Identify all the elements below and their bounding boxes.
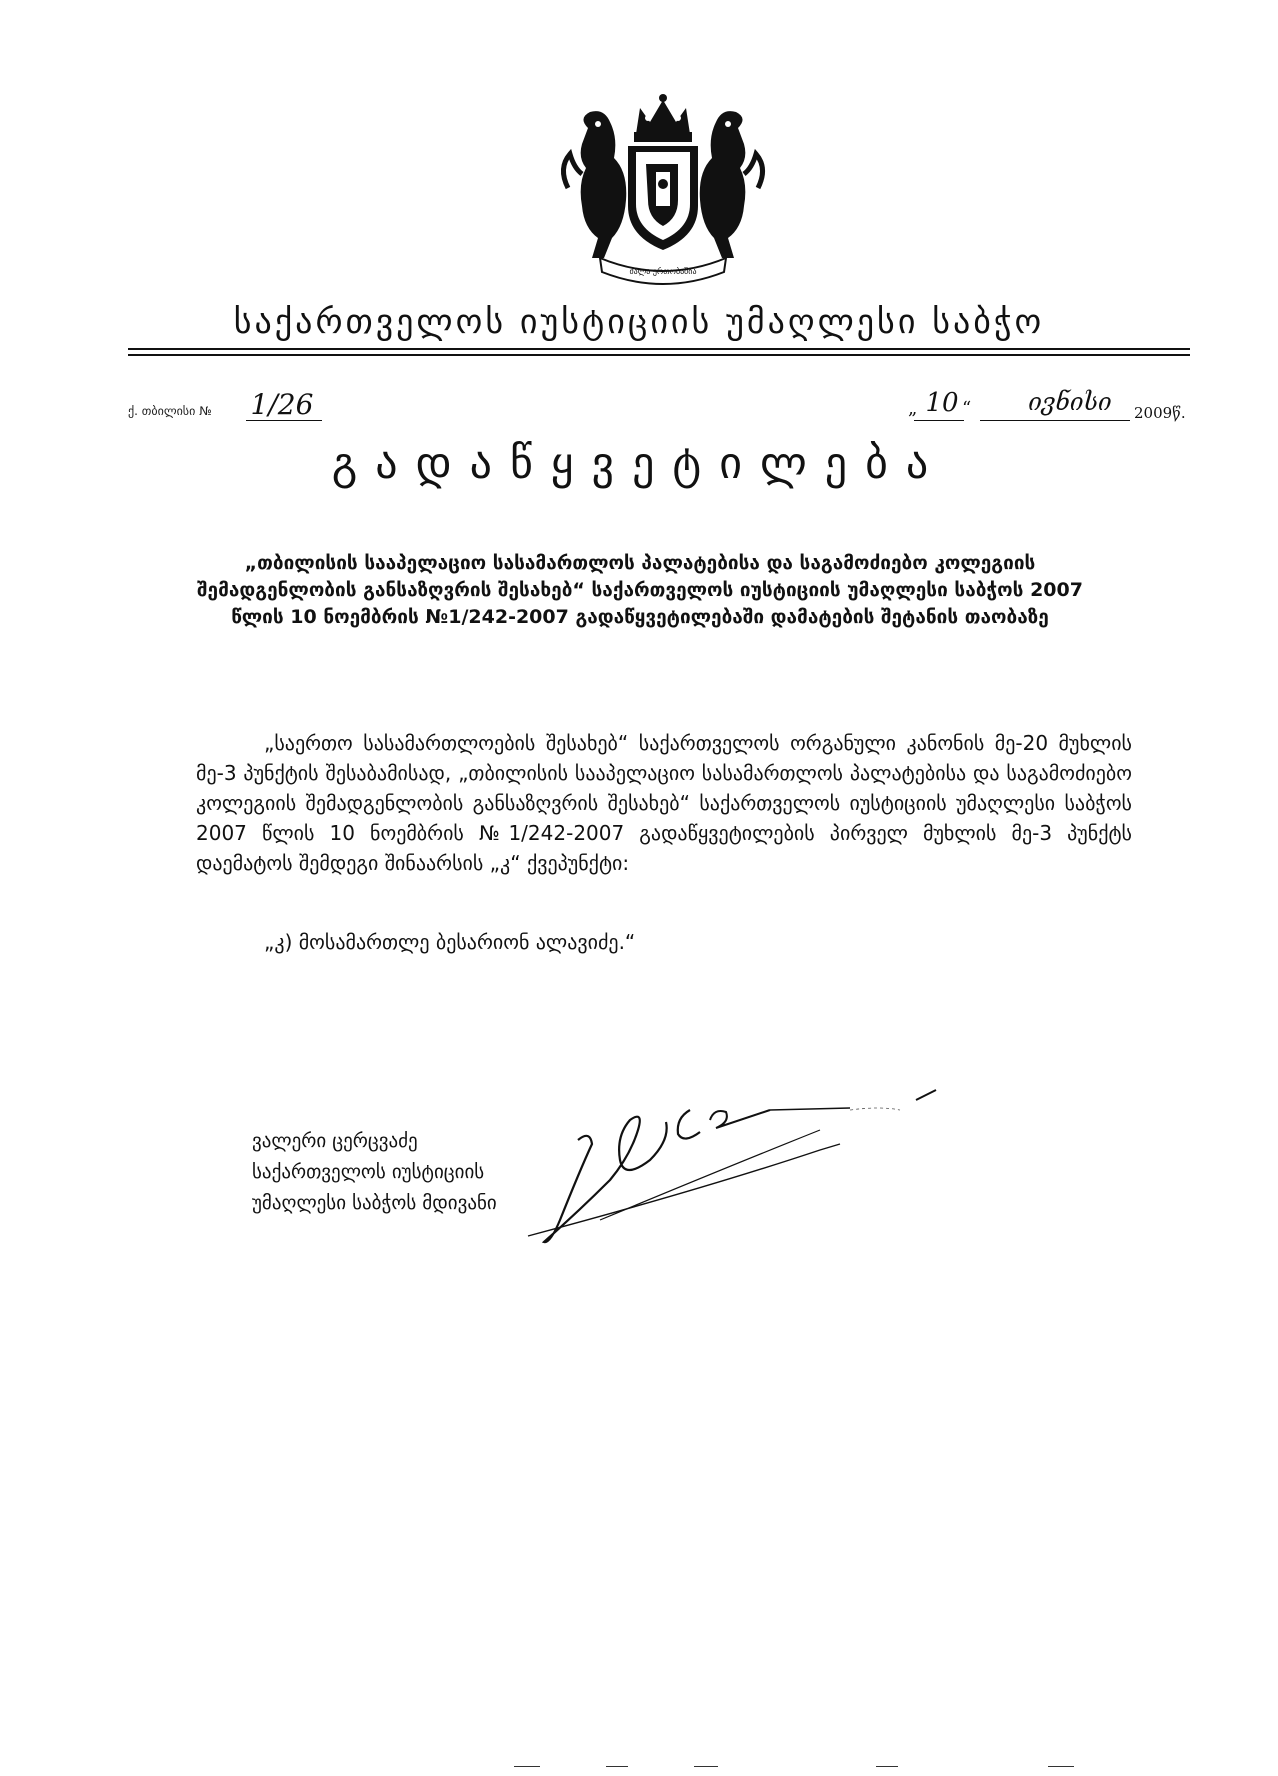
scan-mark xyxy=(1048,1766,1074,1767)
handwritten-signature xyxy=(520,1070,1040,1250)
reference-label: ქ. თბილისი № xyxy=(128,404,212,418)
signer-name: ვალერი ცერცვაძე xyxy=(252,1130,418,1152)
document-title: გადაწყვეტილება xyxy=(331,438,947,489)
header-rule-top xyxy=(128,348,1190,350)
organization-name: საქართველოს იუსტიციის უმაღლესი საბჭო xyxy=(233,302,1045,342)
date-month-underline xyxy=(980,420,1130,421)
date-open-quote: „ xyxy=(908,398,918,419)
coat-of-arms-emblem xyxy=(548,88,778,288)
date-month: ივნისი xyxy=(1028,388,1112,416)
date-close-quote: “ xyxy=(962,398,972,419)
motto-ribbon xyxy=(600,258,726,284)
left-lion-icon xyxy=(563,111,626,258)
subpoint-k: „კ) მოსამართლე ბესარიონ ალავიძე.“ xyxy=(264,930,636,954)
scan-mark xyxy=(876,1766,898,1767)
signer-block xyxy=(252,1126,497,1219)
date-day-underline xyxy=(914,420,964,421)
shield-icon xyxy=(628,146,698,250)
svg-text:ძალა ერთობაშია: ძალა ერთობაშია xyxy=(629,267,697,276)
signer-title-line2: უმაღლესი საბჭოს მდივანი xyxy=(252,1192,497,1214)
signer-title-line1: საქართველოს იუსტიციის xyxy=(252,1161,485,1183)
body-paragraph xyxy=(196,728,1132,878)
document-subject: „თბილისის სააპელაციო სასამართლოს პალატებისა და საგამოძიებო კოლეგიის შემადგენლობის განსაზღვრის შესახებ“ საქართველოს იუსტიციის უმაღლესი საბჭოს 2007 წლის 10 ნოემბრის №1/242-2007 გადაწყვეტილებაში დამატების შეტანის თაობაზე xyxy=(197,552,1083,628)
date-year: 2009წ. xyxy=(1134,404,1186,422)
date-day: 10 xyxy=(925,388,959,418)
crown-icon xyxy=(634,94,692,142)
scan-mark xyxy=(514,1766,540,1767)
body-text: „საერთო სასამართლოების შესახებ“ საქართველოს ორგანული კანონის მე-20 მუხლის მე-3 პუნქტის შესაბამისად, „თბილისის სააპელაციო სასამართლოს პალატებისა და საგამოძიებო კოლეგიის შემადგენლობის განსაზღვრის შესახებ“ საქართველოს იუსტიციის უმაღლესი საბჭოს 2007 წლის 10 ნოემბრის №1/242-2007 გადაწყვეტილების პირველ მუხლის მე-3 პუნქტს დაემატოს შემდეგი შინაარსის „კ“ ქვეპუნქტი: xyxy=(196,731,1132,875)
right-lion-icon xyxy=(700,111,763,258)
reference-underline xyxy=(246,420,322,421)
reference-number: 1/26 xyxy=(250,388,314,421)
header-rule-bottom xyxy=(128,354,1190,356)
scan-mark xyxy=(606,1766,628,1767)
scan-mark xyxy=(694,1766,718,1767)
